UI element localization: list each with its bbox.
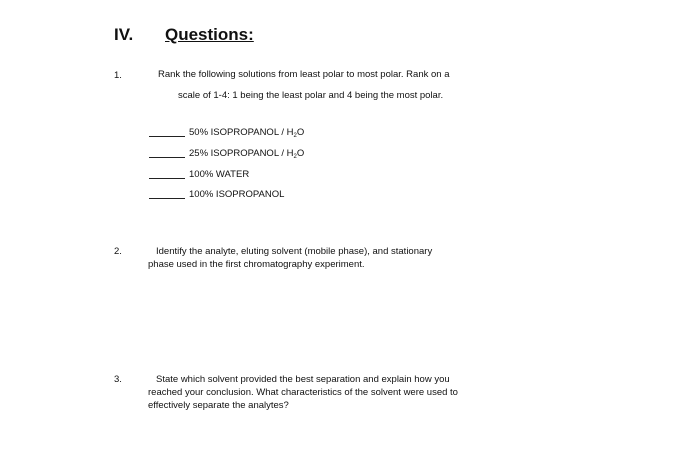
answer-blank-1[interactable] xyxy=(149,136,185,137)
option-25-isopropanol: 25% ISOPROPANOL / $H_2O$ xyxy=(189,148,305,160)
section-number: IV. xyxy=(114,25,134,44)
option-50-isopropanol: 50% ISOPROPANOL / $H_2O$ xyxy=(189,127,305,139)
question-3-line-2: reached your conclusion. What characteristics of the solvent were used to xyxy=(148,387,458,398)
answer-blank-3[interactable] xyxy=(149,178,185,179)
question-2-line-2: phase used in the first chromatography experiment. xyxy=(148,259,365,270)
answer-blank-4[interactable] xyxy=(149,198,185,199)
section-title: Questions: xyxy=(165,25,254,44)
answer-blank-2[interactable] xyxy=(149,157,185,158)
question-3-line-1: State which solvent provided the best separation and explain how you xyxy=(156,374,450,385)
option-100-water: 100% WATER xyxy=(189,169,250,180)
question-2-line-1: Identify the analyte, eluting solvent (mobile phase), and stationary xyxy=(156,246,433,257)
question-3-line-3: effectively separate the analytes? xyxy=(148,400,289,411)
question-3-number: 3. xyxy=(114,374,122,385)
question-1-number: 1. xyxy=(114,70,122,81)
question-2-number: 2. xyxy=(114,246,122,257)
question-1-line-2: scale of 1-4: 1 being the least polar and 4 being the most polar. xyxy=(178,90,444,101)
option-100-isopropanol: 100% ISOPROPANOL xyxy=(189,189,285,200)
question-1-line-1: Rank the following solutions from least polar to most polar. Rank on a xyxy=(158,69,450,80)
